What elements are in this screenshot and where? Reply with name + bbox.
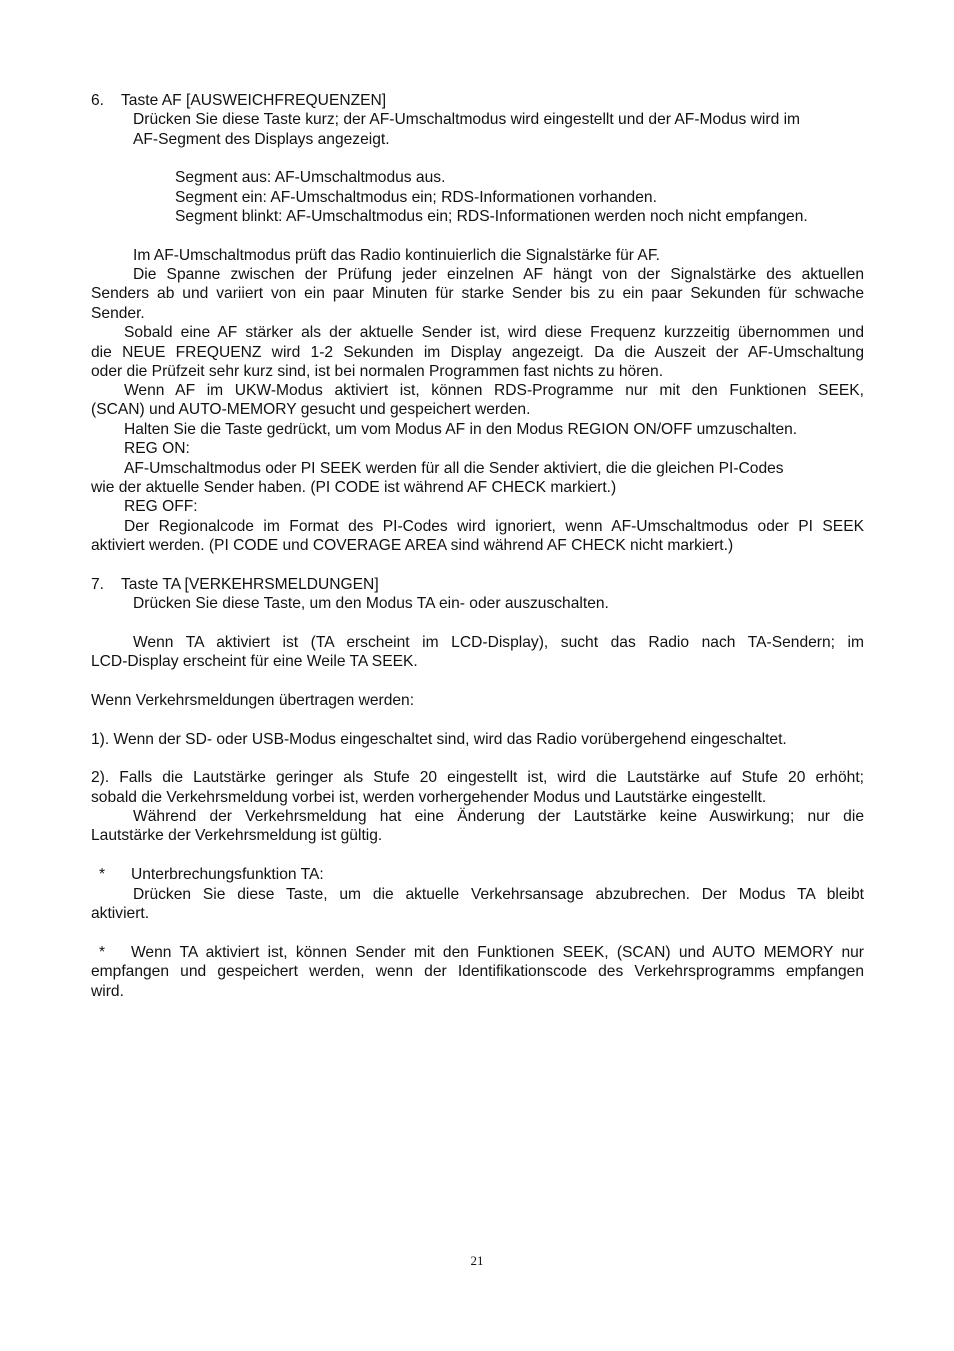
page-number: 21 — [470, 1253, 484, 1268]
section-6-paragraph-3-line-2: die NEUE FREQUENZ wird 1-2 Sekunden im Display angezeigt. Da die Auszeit der AF-Umschaltung — [91, 344, 864, 361]
reg-on-line-2: wie der aktuelle Sender haben. (PI CODE ist während AF CHECK markiert.) — [91, 479, 617, 496]
note-line-1: Wenn TA aktiviert ist, können Sender mit den Funktionen SEEK, (SCAN) und AUTO MEMORY nur — [131, 944, 864, 961]
note-line-3: wird. — [91, 983, 124, 1000]
section-7-paragraph-3: 1). Wenn der SD- oder USB-Modus eingeschaltet sind, wird das Radio vorübergehend eingeschaltet. — [91, 731, 787, 748]
section-7-paragraph-4-line-2: sobald die Verkehrsmeldung vorbei ist, werden vorhergehender Modus und Lautstärke eingestellt. — [91, 789, 767, 806]
section-6-paragraph-2-line-3: Sender. — [91, 305, 145, 322]
section-6-heading: Taste AF [AUSWEICHFREQUENZEN] — [121, 92, 387, 109]
section-6-paragraph-2-line-1: Die Spanne zwischen der Prüfung jeder einzelnen AF hängt von der Signalstärke des aktuellen — [133, 266, 864, 283]
section-7-intro: Drücken Sie diese Taste, um den Modus TA ein- oder auszuschalten. — [133, 595, 609, 612]
note-line-2: empfangen und gespeichert werden, wenn der Identifikationscode des Verkehrsprogramms empfangen — [91, 963, 864, 980]
section-6-intro-line-1: Drücken Sie diese Taste kurz; der AF-Umschaltmodus wird eingestellt und der AF-Modus wird im — [133, 111, 801, 128]
bullet-asterisk: * — [99, 866, 106, 883]
interrupt-line-2: aktiviert. — [91, 905, 150, 922]
section-6-intro-line-2: AF-Segment des Displays angezeigt. — [133, 131, 390, 148]
section-6-paragraph-2-line-2: Senders ab und variiert von ein paar Minuten für starke Sender bis zu ein paar Sekunden für schwache — [91, 285, 864, 302]
reg-off-line-1: Der Regionalcode im Format des PI-Codes wird ignoriert, wenn AF-Umschaltmodus oder PI SEEK — [124, 518, 864, 535]
section-7-paragraph-1-line-1: Wenn TA aktiviert ist (TA erscheint im LCD-Display), sucht das Radio nach TA-Sendern; im — [133, 634, 864, 651]
section-6-paragraph-3-line-1: Sobald eine AF stärker als der aktuelle Sender ist, wird diese Frequenz kurzzeitig übernommen und — [124, 324, 864, 341]
section-7-paragraph-5-line-2: Lautstärke der Verkehrsmeldung ist gültig. — [91, 827, 383, 844]
section-6-number: 6. — [91, 92, 105, 109]
section-7-paragraph-1-line-2: LCD-Display erscheint für eine Weile TA SEEK. — [91, 653, 418, 670]
section-7-heading: Taste TA [VERKEHRSMELDUNGEN] — [121, 576, 379, 593]
section-6-paragraph-5: Halten Sie die Taste gedrückt, um vom Modus AF in den Modus REGION ON/OFF umzuschalten. — [124, 421, 798, 438]
segment-blink-text: Segment blinkt: AF-Umschaltmodus ein; RDS-Informationen werden noch nicht empfangen. — [175, 208, 808, 225]
section-7-paragraph-5-line-1: Während der Verkehrsmeldung hat eine Änderung der Lautstärke keine Auswirkung; nur die — [133, 808, 864, 825]
bullet-asterisk: * — [99, 944, 106, 961]
section-7-number: 7. — [91, 576, 105, 593]
section-6-paragraph-4-line-2: (SCAN) und AUTO-MEMORY gesucht und gespeichert werden. — [91, 401, 531, 418]
section-6-paragraph-4-line-1: Wenn AF im UKW-Modus aktiviert ist, können RDS-Programme nur mit den Funktionen SEEK, — [124, 382, 864, 399]
section-7-paragraph-2: Wenn Verkehrsmeldungen übertragen werden: — [91, 692, 415, 709]
section-7-paragraph-4-line-1: 2). Falls die Lautstärke geringer als Stufe 20 eingestellt ist, wird die Lautstärke auf Stufe 20 erhöht; — [91, 769, 864, 786]
section-6-paragraph-1: Im AF-Umschaltmodus prüft das Radio kontinuierlich die Signalstärke für AF. — [133, 247, 660, 264]
segment-on-text: Segment ein: AF-Umschaltmodus ein; RDS-Informationen vorhanden. — [175, 189, 657, 206]
reg-off-label: REG OFF: — [124, 498, 198, 515]
segment-off-text: Segment aus: AF-Umschaltmodus aus. — [175, 169, 446, 186]
interrupt-line-1: Drücken Sie diese Taste, um die aktuelle Verkehrsansage abzubrechen. Der Modus TA bleibt — [133, 886, 864, 903]
reg-on-line-1: AF-Umschaltmodus oder PI SEEK werden für all die Sender aktiviert, die die gleichen PI-Codes — [124, 460, 784, 477]
interrupt-heading: Unterbrechungsfunktion TA: — [131, 866, 324, 883]
section-6-paragraph-3-line-3: oder die Prüfzeit sehr kurz sind, ist bei normalen Programmen fast nichts zu hören. — [91, 363, 664, 380]
reg-off-line-2: aktiviert werden. (PI CODE und COVERAGE AREA sind während AF CHECK nicht markiert.) — [91, 537, 734, 554]
reg-on-label: REG ON: — [124, 440, 190, 457]
